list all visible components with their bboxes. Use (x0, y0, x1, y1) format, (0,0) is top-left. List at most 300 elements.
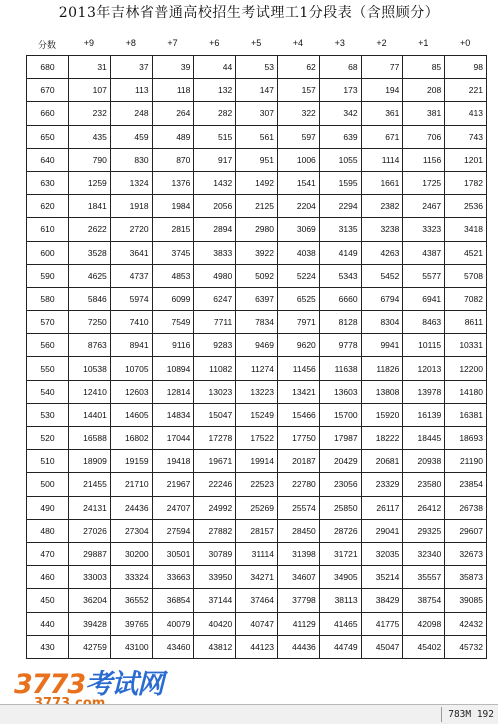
count-cell: 21455 (69, 473, 111, 496)
count-cell: 4737 (110, 264, 152, 287)
count-cell: 29887 (69, 542, 111, 565)
score-cell: 530 (27, 403, 69, 426)
table-row (27, 195, 487, 218)
count-cell: 489 (152, 125, 194, 148)
table-row (27, 635, 487, 658)
count-cell: 43812 (194, 635, 236, 658)
count-cell: 12603 (110, 380, 152, 403)
count-cell: 18909 (69, 450, 111, 473)
score-cell: 590 (27, 264, 69, 287)
count-cell: 5846 (69, 287, 111, 310)
score-cell: 670 (27, 79, 69, 102)
count-cell: 16139 (403, 403, 445, 426)
count-cell: 28450 (277, 519, 319, 542)
header-score: 分数 (37, 40, 56, 50)
count-cell: 10115 (403, 334, 445, 357)
count-cell: 1984 (152, 195, 194, 218)
count-cell: 3641 (110, 241, 152, 264)
count-cell: 951 (236, 148, 278, 171)
header-offset: +2 (376, 38, 387, 48)
count-cell: 20938 (403, 450, 445, 473)
score-cell: 560 (27, 334, 69, 357)
count-cell: 15700 (319, 403, 361, 426)
score-cell: 640 (27, 148, 69, 171)
count-cell: 1782 (445, 171, 487, 194)
count-cell: 1595 (319, 171, 361, 194)
count-cell: 7834 (236, 311, 278, 334)
count-cell: 264 (152, 102, 194, 125)
header-offset: +7 (167, 38, 178, 48)
count-cell: 38754 (403, 589, 445, 612)
count-cell: 39765 (110, 612, 152, 635)
memory-indicator: 783M 192 (441, 707, 498, 722)
count-cell: 6099 (152, 287, 194, 310)
count-cell: 14401 (69, 403, 111, 426)
count-cell: 34905 (319, 566, 361, 589)
count-cell: 41775 (361, 612, 403, 635)
count-cell: 37464 (236, 589, 278, 612)
count-cell: 25269 (236, 496, 278, 519)
table-row (27, 427, 487, 450)
count-cell: 32673 (445, 542, 487, 565)
count-cell: 22246 (194, 473, 236, 496)
count-cell: 107 (69, 79, 111, 102)
table-row (27, 450, 487, 473)
count-cell: 413 (445, 102, 487, 125)
count-cell: 307 (236, 102, 278, 125)
count-cell: 12814 (152, 380, 194, 403)
count-cell: 23329 (361, 473, 403, 496)
table-row (27, 287, 487, 310)
score-cell: 610 (27, 218, 69, 241)
count-cell: 44 (194, 56, 236, 79)
score-cell: 550 (27, 357, 69, 380)
count-cell: 34271 (236, 566, 278, 589)
count-cell: 1055 (319, 148, 361, 171)
count-cell: 45732 (445, 635, 487, 658)
count-cell: 36854 (152, 589, 194, 612)
score-cell: 480 (27, 519, 69, 542)
count-cell: 28157 (236, 519, 278, 542)
count-cell: 29607 (445, 519, 487, 542)
count-cell: 7250 (69, 311, 111, 334)
count-cell: 2980 (236, 218, 278, 241)
count-cell: 22780 (277, 473, 319, 496)
table-row (27, 519, 487, 542)
count-cell: 1841 (69, 195, 111, 218)
count-cell: 1156 (403, 148, 445, 171)
header-offset: +6 (209, 38, 220, 48)
header-offset: +5 (250, 38, 262, 48)
count-cell: 1725 (403, 171, 445, 194)
count-cell: 53 (236, 56, 278, 79)
count-cell: 27304 (110, 519, 152, 542)
table-row (27, 334, 487, 357)
table-row (27, 171, 487, 194)
count-cell: 1201 (445, 148, 487, 171)
count-cell: 5708 (445, 264, 487, 287)
header-offset: +9 (83, 38, 95, 48)
count-cell: 20429 (319, 450, 361, 473)
count-cell: 36204 (69, 589, 111, 612)
count-cell: 3833 (194, 241, 236, 264)
count-cell: 1541 (277, 171, 319, 194)
count-cell: 13978 (403, 380, 445, 403)
score-cell: 460 (27, 566, 69, 589)
score-cell: 600 (27, 241, 69, 264)
table-row (27, 125, 487, 148)
count-cell: 30200 (110, 542, 152, 565)
count-cell: 3745 (152, 241, 194, 264)
count-cell: 10538 (69, 357, 111, 380)
count-cell: 38429 (361, 589, 403, 612)
count-cell: 16802 (110, 427, 152, 450)
count-cell: 1259 (69, 171, 111, 194)
count-cell: 37798 (277, 589, 319, 612)
count-cell: 14834 (152, 403, 194, 426)
table-row (27, 496, 487, 519)
count-cell: 8941 (110, 334, 152, 357)
table-row (27, 473, 487, 496)
count-cell: 208 (403, 79, 445, 102)
count-cell: 2720 (110, 218, 152, 241)
count-cell: 10894 (152, 357, 194, 380)
count-cell: 6525 (277, 287, 319, 310)
column-headers (26, 38, 486, 52)
status-bar (0, 704, 498, 724)
count-cell: 33003 (69, 566, 111, 589)
count-cell: 15466 (277, 403, 319, 426)
count-cell: 917 (194, 148, 236, 171)
count-cell: 12200 (445, 357, 487, 380)
count-cell: 15920 (361, 403, 403, 426)
count-cell: 1492 (236, 171, 278, 194)
count-cell: 3135 (319, 218, 361, 241)
count-cell: 44436 (277, 635, 319, 658)
count-cell: 44749 (319, 635, 361, 658)
count-cell: 27594 (152, 519, 194, 542)
count-cell: 8763 (69, 334, 111, 357)
count-cell: 7410 (110, 311, 152, 334)
count-cell: 13023 (194, 380, 236, 403)
count-cell: 1432 (194, 171, 236, 194)
count-cell: 3238 (361, 218, 403, 241)
count-cell: 1376 (152, 171, 194, 194)
count-cell: 17278 (194, 427, 236, 450)
count-cell: 22523 (236, 473, 278, 496)
count-cell: 11274 (236, 357, 278, 380)
count-cell: 11082 (194, 357, 236, 380)
count-cell: 39085 (445, 589, 487, 612)
watermark-logo (14, 662, 163, 701)
table-row (27, 79, 487, 102)
count-cell: 25574 (277, 496, 319, 519)
count-cell: 21967 (152, 473, 194, 496)
count-cell: 11826 (361, 357, 403, 380)
count-cell: 2815 (152, 218, 194, 241)
count-cell: 2622 (69, 218, 111, 241)
count-cell: 4853 (152, 264, 194, 287)
count-cell: 5343 (319, 264, 361, 287)
count-cell: 18222 (361, 427, 403, 450)
count-cell: 9941 (361, 334, 403, 357)
count-cell: 1918 (110, 195, 152, 218)
table-row (27, 612, 487, 635)
count-cell: 4980 (194, 264, 236, 287)
count-cell: 33324 (110, 566, 152, 589)
count-cell: 11456 (277, 357, 319, 380)
score-cell: 490 (27, 496, 69, 519)
count-cell: 3528 (69, 241, 111, 264)
score-cell: 500 (27, 473, 69, 496)
count-cell: 9620 (277, 334, 319, 357)
count-cell: 26117 (361, 496, 403, 519)
score-cell: 540 (27, 380, 69, 403)
score-cell: 580 (27, 287, 69, 310)
watermark-logo-text: 考试网 (85, 669, 164, 700)
score-cell: 520 (27, 427, 69, 450)
table-row (27, 241, 487, 264)
count-cell: 9469 (236, 334, 278, 357)
count-cell: 5974 (110, 287, 152, 310)
count-cell: 5452 (361, 264, 403, 287)
count-cell: 3323 (403, 218, 445, 241)
count-cell: 21190 (445, 450, 487, 473)
count-cell: 790 (69, 148, 111, 171)
count-cell: 42759 (69, 635, 111, 658)
count-cell: 7971 (277, 311, 319, 334)
table-row (27, 380, 487, 403)
count-cell: 4149 (319, 241, 361, 264)
count-cell: 14180 (445, 380, 487, 403)
count-cell: 19671 (194, 450, 236, 473)
table-row (27, 102, 487, 125)
count-cell: 4521 (445, 241, 487, 264)
count-cell: 39 (152, 56, 194, 79)
count-cell: 282 (194, 102, 236, 125)
count-cell: 35873 (445, 566, 487, 589)
count-cell: 3418 (445, 218, 487, 241)
count-cell: 8304 (361, 311, 403, 334)
count-cell: 12013 (403, 357, 445, 380)
count-cell: 36552 (110, 589, 152, 612)
count-cell: 1114 (361, 148, 403, 171)
table-row (27, 311, 487, 334)
count-cell: 31398 (277, 542, 319, 565)
count-cell: 2382 (361, 195, 403, 218)
table-row (27, 589, 487, 612)
count-cell: 40420 (194, 612, 236, 635)
count-cell: 597 (277, 125, 319, 148)
count-cell: 639 (319, 125, 361, 148)
count-cell: 5224 (277, 264, 319, 287)
count-cell: 10331 (445, 334, 487, 357)
count-cell: 7082 (445, 287, 487, 310)
count-cell: 85 (403, 56, 445, 79)
count-cell: 23854 (445, 473, 487, 496)
score-cell: 430 (27, 635, 69, 658)
count-cell: 24131 (69, 496, 111, 519)
count-cell: 2894 (194, 218, 236, 241)
count-cell: 19159 (110, 450, 152, 473)
watermark-logo-number: 3773 (14, 669, 86, 700)
score-cell: 650 (27, 125, 69, 148)
count-cell: 30789 (194, 542, 236, 565)
score-cell: 450 (27, 589, 69, 612)
count-cell: 2536 (445, 195, 487, 218)
count-cell: 113 (110, 79, 152, 102)
header-offset: +0 (459, 38, 471, 48)
count-cell: 2204 (277, 195, 319, 218)
count-cell: 19914 (236, 450, 278, 473)
count-cell: 15249 (236, 403, 278, 426)
count-cell: 34607 (277, 566, 319, 589)
count-cell: 194 (361, 79, 403, 102)
count-cell: 21710 (110, 473, 152, 496)
count-cell: 706 (403, 125, 445, 148)
count-cell: 7711 (194, 311, 236, 334)
count-cell: 435 (69, 125, 111, 148)
count-cell: 6794 (361, 287, 403, 310)
count-cell: 2467 (403, 195, 445, 218)
count-cell: 27882 (194, 519, 236, 542)
count-cell: 24707 (152, 496, 194, 519)
count-cell: 20681 (361, 450, 403, 473)
count-cell: 6660 (319, 287, 361, 310)
count-cell: 44123 (236, 635, 278, 658)
count-cell: 13223 (236, 380, 278, 403)
count-cell: 743 (445, 125, 487, 148)
count-cell: 13603 (319, 380, 361, 403)
count-cell: 24992 (194, 496, 236, 519)
count-cell: 17987 (319, 427, 361, 450)
count-cell: 5577 (403, 264, 445, 287)
table-row (27, 566, 487, 589)
count-cell: 147 (236, 79, 278, 102)
count-cell: 38113 (319, 589, 361, 612)
count-cell: 11638 (319, 357, 361, 380)
document-title: 2013年吉林省普通高校招生考试理工1分段表（含照顾分） (58, 5, 440, 21)
header-offset: +3 (334, 38, 345, 48)
count-cell: 40747 (236, 612, 278, 635)
count-cell: 381 (403, 102, 445, 125)
count-cell: 18445 (403, 427, 445, 450)
count-cell: 33950 (194, 566, 236, 589)
count-cell: 7549 (152, 311, 194, 334)
table-row (27, 218, 487, 241)
count-cell: 1324 (110, 171, 152, 194)
count-cell: 16381 (445, 403, 487, 426)
count-cell: 25850 (319, 496, 361, 519)
count-cell: 4625 (69, 264, 111, 287)
count-cell: 28726 (319, 519, 361, 542)
count-cell: 18693 (445, 427, 487, 450)
count-cell: 232 (69, 102, 111, 125)
count-cell: 24436 (110, 496, 152, 519)
count-cell: 671 (361, 125, 403, 148)
count-cell: 6397 (236, 287, 278, 310)
count-cell: 29041 (361, 519, 403, 542)
count-cell: 13808 (361, 380, 403, 403)
count-cell: 17522 (236, 427, 278, 450)
count-cell: 8611 (445, 311, 487, 334)
count-cell: 68 (319, 56, 361, 79)
count-cell: 6247 (194, 287, 236, 310)
count-cell: 3922 (236, 241, 278, 264)
count-cell: 322 (277, 102, 319, 125)
count-cell: 33663 (152, 566, 194, 589)
count-cell: 361 (361, 102, 403, 125)
score-cell: 680 (27, 56, 69, 79)
count-cell: 561 (236, 125, 278, 148)
table-row (27, 148, 487, 171)
count-cell: 13421 (277, 380, 319, 403)
count-cell: 248 (110, 102, 152, 125)
table-row (27, 56, 487, 79)
count-cell: 459 (110, 125, 152, 148)
count-cell: 118 (152, 79, 194, 102)
count-cell: 29325 (403, 519, 445, 542)
count-cell: 98 (445, 56, 487, 79)
header-offset: +8 (125, 38, 136, 48)
count-cell: 32035 (361, 542, 403, 565)
score-cell: 440 (27, 612, 69, 635)
header-offset: +4 (292, 38, 304, 48)
count-cell: 4263 (361, 241, 403, 264)
count-cell: 221 (445, 79, 487, 102)
count-cell: 4387 (403, 241, 445, 264)
count-cell: 23580 (403, 473, 445, 496)
table-row (27, 357, 487, 380)
count-cell: 45402 (403, 635, 445, 658)
count-cell: 30501 (152, 542, 194, 565)
count-cell: 157 (277, 79, 319, 102)
count-cell: 8463 (403, 311, 445, 334)
count-cell: 1006 (277, 148, 319, 171)
table-row (27, 264, 487, 287)
count-cell: 41129 (277, 612, 319, 635)
count-cell: 37 (110, 56, 152, 79)
count-cell: 20187 (277, 450, 319, 473)
count-cell: 62 (277, 56, 319, 79)
count-cell: 12410 (69, 380, 111, 403)
table-row (27, 403, 487, 426)
count-cell: 41465 (319, 612, 361, 635)
count-cell: 2125 (236, 195, 278, 218)
count-cell: 26412 (403, 496, 445, 519)
count-cell: 342 (319, 102, 361, 125)
score-cell: 570 (27, 311, 69, 334)
count-cell: 43100 (110, 635, 152, 658)
count-cell: 3069 (277, 218, 319, 241)
score-cell: 510 (27, 450, 69, 473)
count-cell: 31114 (236, 542, 278, 565)
count-cell: 31721 (319, 542, 361, 565)
count-cell: 16588 (69, 427, 111, 450)
count-cell: 27026 (69, 519, 111, 542)
score-cell: 630 (27, 171, 69, 194)
count-cell: 42098 (403, 612, 445, 635)
score-cell: 620 (27, 195, 69, 218)
score-cell: 470 (27, 542, 69, 565)
count-cell: 17750 (277, 427, 319, 450)
count-cell: 32340 (403, 542, 445, 565)
count-cell: 19418 (152, 450, 194, 473)
count-cell: 31 (69, 56, 111, 79)
count-cell: 830 (110, 148, 152, 171)
count-cell: 40079 (152, 612, 194, 635)
score-table (26, 55, 487, 659)
